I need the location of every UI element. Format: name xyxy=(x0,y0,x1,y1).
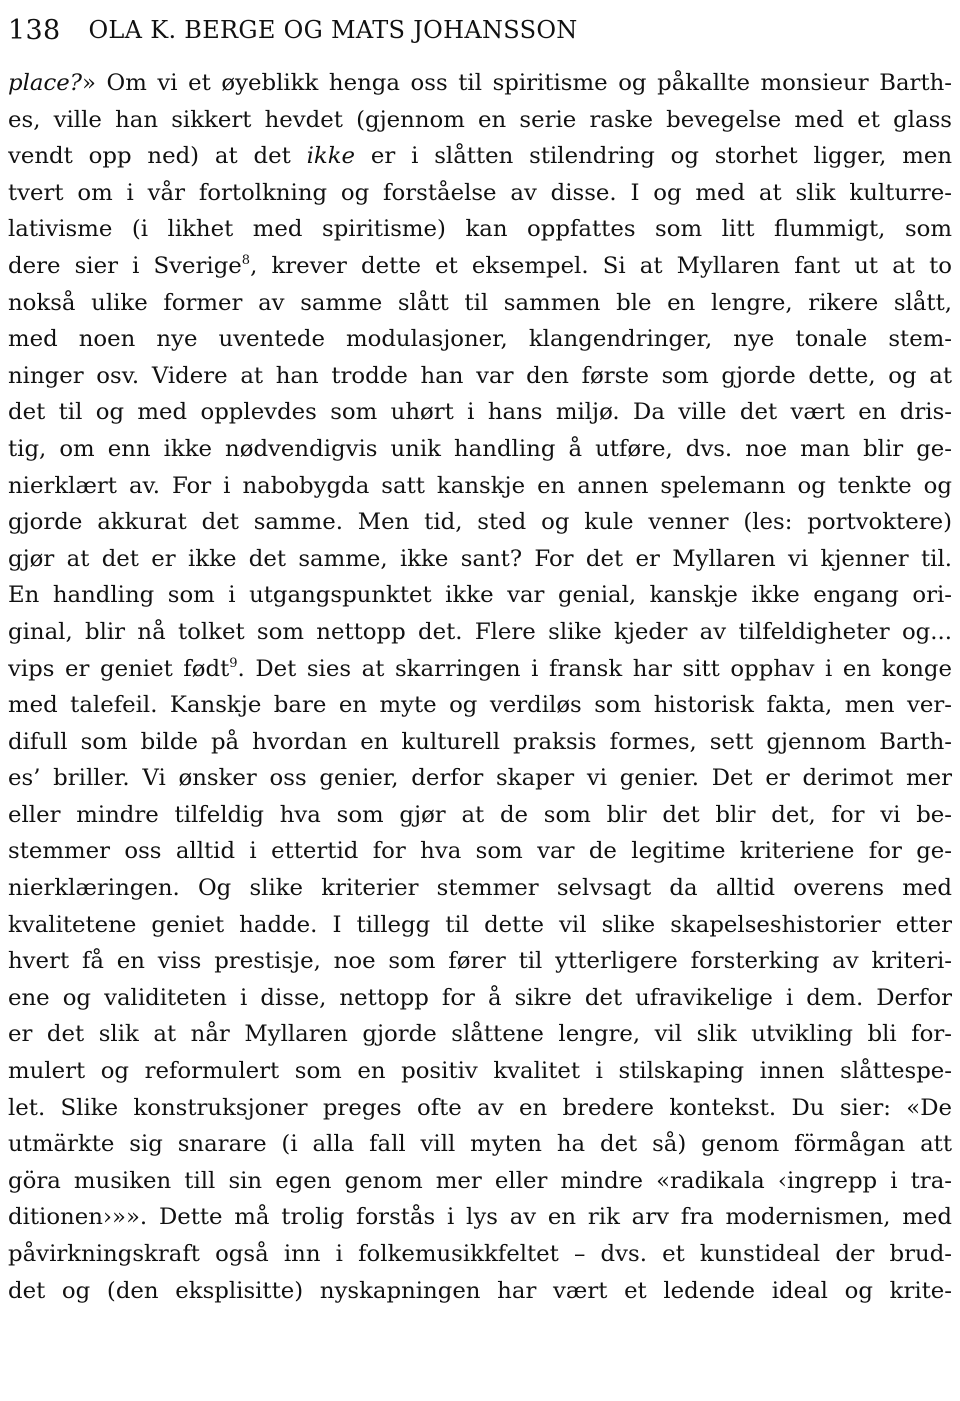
text-line: eller mindre tilfeldig hva som gjør at de som blir det blir det, for vi be- xyxy=(8,801,952,828)
text-line: nierklært av. For i nabobygda satt kanskje en annen spelemann og tenkte og xyxy=(8,472,952,499)
text-line: tig, om enn ikke nødvendigvis unik handling å utføre, dvs. noe man blir ge- xyxy=(8,435,952,462)
text-line: med noen nye uventede modulasjoner, klangendringer, nye tonale stem- xyxy=(8,326,952,353)
text-line: nokså ulike former av samme slått til sammen ble en lengre, rikere slått, xyxy=(8,289,952,316)
running-head xyxy=(8,0,952,60)
footnote-ref-9[interactable]: 9 xyxy=(229,655,238,671)
text-line: let. Slike konstruksjoner preges ofte av en bredere kontekst. Du sier: «De xyxy=(8,1094,952,1121)
text-line: vendt opp ned) at det ikke er i slåtten stilendring og storhet ligger, men xyxy=(8,143,952,170)
document-page xyxy=(8,0,952,1309)
text-line: hvert få en viss prestisje, noe som fører til ytterligere forsterking av kriteri- xyxy=(8,948,952,975)
text-line: dere sier i Sverige$^8$, krever dette et eksempel. Si at Myllaren fant ut at to xyxy=(8,252,952,279)
body-paragraph xyxy=(8,60,952,1309)
page-number: 138 xyxy=(8,14,61,46)
text-line: kvalitetene geniet hadde. I tillegg til dette vil slike skapelseshistorier etter xyxy=(8,911,952,938)
text-line: ginal, blir nå tolket som nettopp det. Flere slike kjeder av tilfeldigheter og... xyxy=(8,618,952,645)
text-line: ene og validiteten i disse, nettopp for å sikre det ufravikelige i dem. Derfor xyxy=(8,984,952,1011)
text-line: vips er geniet født$^9$. Det sies at skarringen i fransk har sitt opphav i en konge xyxy=(8,655,952,682)
italic-word: ikke xyxy=(306,143,356,170)
text-line: påvirkningskraft også inn i folkemusikkfeltet – dvs. et kunstideal der brud- xyxy=(8,1241,952,1267)
text-line: gjør at det er ikke det samme, ikke sant? For det er Myllaren vi kjenner til. xyxy=(8,545,952,572)
footnote-ref-8[interactable]: 8 xyxy=(241,252,251,268)
text-line: mulert og reformulert som en positiv kvalitet i stilskaping innen slåttespe- xyxy=(8,1058,952,1085)
text-line: göra musiken till sin egen genom mer eller mindre «radikala ‹ingrepp i tra- xyxy=(8,1167,952,1194)
text-line: det til og med opplevdes som uhørt i hans miljø. Da ville det vært en dris- xyxy=(8,399,952,426)
text-line: nierklæringen. Og slike kriterier stemmer selvsagt da alltid overens med xyxy=(8,875,952,902)
text-line: place?» Om vi et øyeblikk henga oss til spiritisme og påkallte monsieur Barth- xyxy=(8,70,952,96)
text-line: gjorde akkurat det samme. Men tid, sted og kule venner (les: portvoktere) xyxy=(8,509,952,536)
text-line: ninger osv. Videre at han trodde han var den første som gjorde dette, og at xyxy=(8,362,952,389)
text-line: En handling som i utgangspunktet ikke var genial, kanskje ikke engang ori- xyxy=(8,582,952,609)
text-line: stemmer oss alltid i ettertid for hva som var de legitime kriteriene for ge- xyxy=(8,838,952,865)
text-line: utmärkte sig snarare (i alla fall vill myten ha det så) genom förmågan att xyxy=(8,1131,952,1158)
italic-word: place? xyxy=(8,70,82,96)
text-line: difull som bilde på hvordan en kulturell praksis formes, sett gjennom Barth- xyxy=(8,728,952,755)
text-line: tvert om i vår fortolkning og forståelse av disse. I og med at slik kulturre- xyxy=(8,179,952,206)
text-line: es, ville han sikkert hevdet (gjennom en serie raske bevegelse med et glass xyxy=(8,106,952,133)
text-line: er det slik at når Myllaren gjorde slåttene lengre, vil slik utvikling bli for- xyxy=(8,1021,952,1048)
running-title: OLA K. BERGE OG MATS JOHANSSON xyxy=(88,16,578,44)
text-line: med talefeil. Kanskje bare en myte og verdiløs som historisk fakta, men ver- xyxy=(8,692,952,719)
text-line: es’ briller. Vi ønsker oss genier, derfor skaper vi genier. Det er derimot mer xyxy=(8,765,952,792)
text-line: det og (den eksplisitte) nyskapningen har vært et ledende ideal og krite- xyxy=(8,1277,952,1304)
text-line: ditionen›»». Dette må trolig forstås i lys av en rik arv fra modernismen, med xyxy=(8,1204,952,1231)
text-line: lativisme (i likhet med spiritisme) kan oppfattes som litt flummigt, som xyxy=(8,216,952,243)
